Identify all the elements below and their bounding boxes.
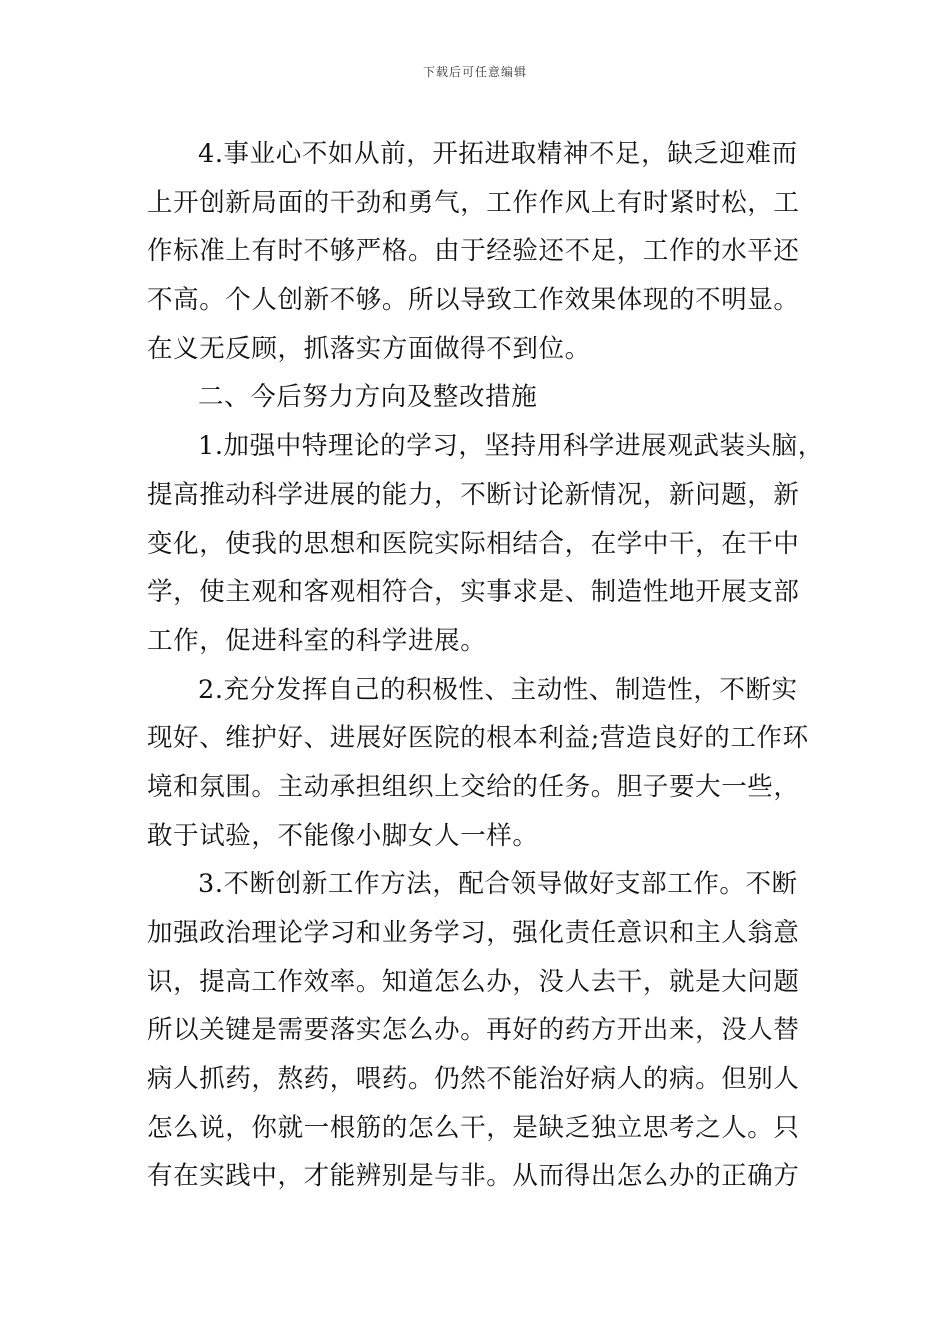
text-line: 作标准上有时不够严格。由于经验还不足，工作的水平还 <box>147 236 800 267</box>
paragraph-problem-4 <box>147 130 827 373</box>
text-line: 不高。个人创新不够。所以导致工作效果体现的不明显。 <box>147 285 800 316</box>
section-heading <box>147 373 827 422</box>
paragraph-measure-3 <box>147 860 827 1201</box>
text-line: 识，提高工作效率。知道怎么办，没人去干，就是大问题 <box>147 966 800 997</box>
text-line: 3.不断创新工作方法，配合领导做好支部工作。不断 <box>198 869 798 900</box>
text-line: 工作，促进科室的科学进展。 <box>147 625 487 656</box>
text-line: 上开创新局面的干劲和勇气，工作作风上有时紧时松，工 <box>147 187 800 218</box>
text-line: 所以关键是需要落实怎么办。再好的药方开出来，没人替 <box>147 1015 800 1046</box>
paragraph-measure-1 <box>147 422 827 665</box>
paragraph-measure-2 <box>147 666 827 861</box>
text-line: 境和氛围。主动承担组织上交给的任务。胆子要大一些， <box>147 771 800 802</box>
text-line: 有在实践中，才能辨别是与非。从而得出怎么办的正确方 <box>147 1161 800 1192</box>
text-line: 病人抓药，熬药，喂药。仍然不能治好病人的病。但别人 <box>147 1064 800 1095</box>
document-body <box>147 130 827 1201</box>
text-line: 怎么说，你就一根筋的怎么干，是缺乏独立思考之人。只 <box>147 1112 800 1143</box>
text-line: 变化，使我的思想和医院实际相结合，在学中干，在干中 <box>147 528 800 559</box>
text-line: 提高推动科学进展的能力，不断讨论新情况，新问题，新 <box>147 479 800 510</box>
text-line: 学，使主观和客观相符合，实事求是、制造性地开展支部 <box>147 577 800 608</box>
text-line: 在义无反顾，抓落实方面做得不到位。 <box>147 333 591 364</box>
text-line: 敢于试验，不能像小脚女人一样。 <box>147 820 539 851</box>
text-line: 加强政治理论学习和业务学习，强化责任意识和主人翁意 <box>147 918 800 948</box>
page-header: 下载后可任意编辑 <box>422 65 527 79</box>
text-line: 4.事业心不如从前，开拓进取精神不足，缺乏迎难而 <box>198 139 798 169</box>
text-line: 现好、维护好、进展好医院的根本利益;营造良好的工作环 <box>147 723 809 754</box>
text-line: 1.加强中特理论的学习，坚持用科学进展观武装头脑， <box>198 431 824 462</box>
text-line: 2.充分发挥自己的积极性、主动性、制造性，不断实 <box>198 674 798 705</box>
section-heading-text: 二、今后努力方向及整改措施 <box>198 382 538 413</box>
